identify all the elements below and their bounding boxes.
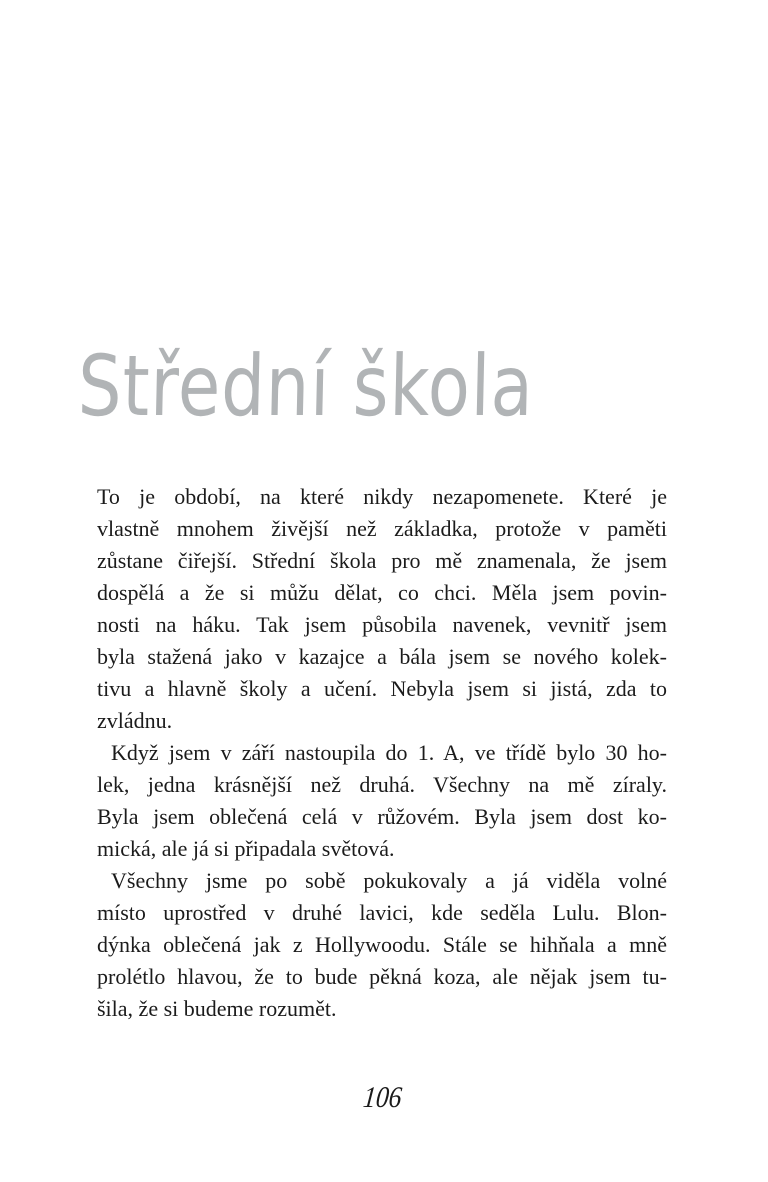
chapter-title: Střední škola <box>76 337 535 435</box>
text-line: zůstane čiřejší. Střední škola pro mě znamenala, že jsem <box>97 548 667 573</box>
paragraph-1 <box>97 481 667 737</box>
text-line: dýnka oblečená jak z Hollywoodu. Stále se hihňala a mně <box>97 932 667 957</box>
text-line: prolétlo hlavou, že to bude pěkná koza, ale nějak jsem tu- <box>97 964 667 989</box>
text-line: dospělá a že si můžu dělat, co chci. Měla jsem povin- <box>97 580 667 605</box>
text-line: Když jsem v září nastoupila do 1. A, ve třídě bylo 30 ho- <box>111 740 667 765</box>
text-line: Všechny jsme po sobě pokukovaly a já viděla volné <box>111 868 667 893</box>
text-line: Byla jsem oblečená celá v růžovém. Byla jsem dost ko- <box>97 804 667 829</box>
text-line: tivu a hlavně školy a učení. Nebyla jsem si jistá, zda to <box>97 676 667 701</box>
body-text <box>97 481 667 1025</box>
paragraph-2 <box>97 737 667 865</box>
text-line: šila, že si budeme rozumět. <box>97 996 337 1021</box>
text-line: vlastně mnohem živější než základka, protože v paměti <box>97 516 667 541</box>
text-line: místo uprostřed v druhé lavici, kde seděla Lulu. Blon- <box>97 900 667 925</box>
paragraph-3 <box>97 865 667 1025</box>
text-line: nosti na háku. Tak jsem působila navenek, vevnitř jsem <box>97 612 667 637</box>
page-number-row <box>97 1081 667 1115</box>
text-line: zvládnu. <box>97 708 173 733</box>
page-number: 106 <box>361 1081 403 1114</box>
text-line: lek, jedna krásnější než druhá. Všechny na mě zíraly. <box>97 772 667 797</box>
text-line: mická, ale já si připadala světová. <box>97 836 395 861</box>
text-line: To je období, na které nikdy nezapomenete. Které je <box>97 484 667 509</box>
text-line: byla stažená jako v kazajce a bála jsem se nového kolek- <box>97 644 667 669</box>
